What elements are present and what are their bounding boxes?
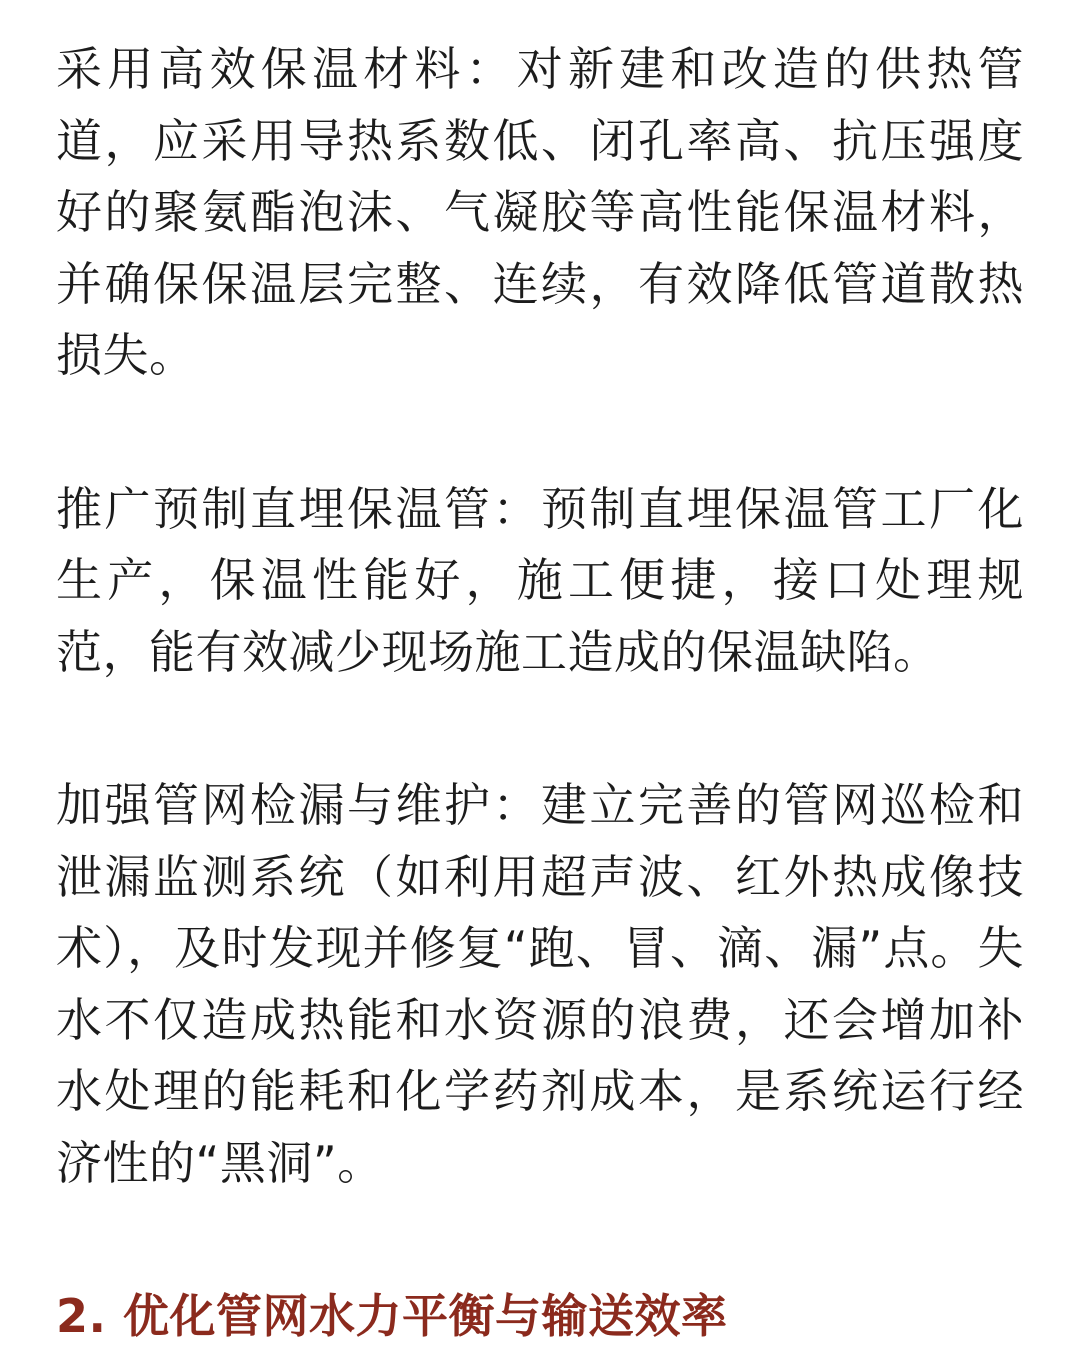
paragraph-spacer: [56, 392, 1024, 474]
paragraph-spacer: [56, 688, 1024, 770]
paragraph-prefab-pipes: 推广预制直埋保温管：预制直埋保温管工厂化生产，保温性能好，施工便捷，接口处理规范，能有效减少现场施工造成的保温缺陷。: [56, 481, 1024, 679]
article-body: [56, 34, 1024, 1353]
paragraph-insulation-materials: 采用高效保温材料：对新建和改造的供热管道，应采用导热系数低、闭孔率高、抗压强度好的聚氨酯泡沫、气凝胶等高性能保温材料，并确保保温层完整、连续，有效降低管道散热损失。: [56, 42, 1024, 382]
paragraph-spacer: [56, 1199, 1024, 1281]
section-heading: 2. 优化管网水力平衡与输送效率: [56, 1289, 728, 1343]
paragraph-leak-detection: 加强管网检漏与维护：建立完善的管网巡检和泄漏监测系统（如利用超声波、红外热成像技术），及时发现并修复“跑、冒、滴、漏”点。失水不仅造成热能和水资源的浪费，还会增加补水处理的能耗和化学药剂成本，是系统运行经济性的“黑洞”。: [56, 778, 1024, 1190]
